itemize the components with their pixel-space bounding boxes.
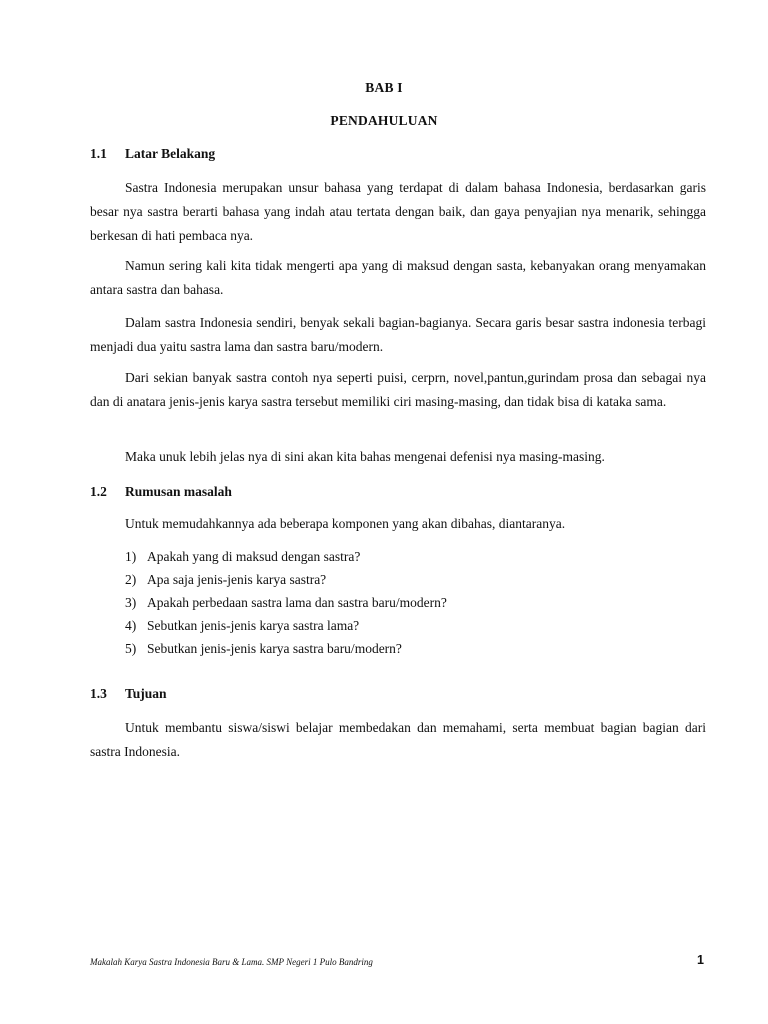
list-item	[125, 637, 447, 660]
section-title: Tujuan	[125, 686, 167, 701]
list-item	[125, 568, 447, 591]
list-item	[125, 545, 447, 568]
list-item-number: 2)	[125, 572, 137, 587]
list-item-number: 1)	[125, 549, 137, 564]
section-heading-rumusan-masalah	[90, 484, 232, 500]
paragraph: Sastra Indonesia merupakan unsur bahasa yang terdapat di dalam bahasa Indonesia, berdasarkan garis besar nya sastra berarti bahasa yang indah atau tertata dengan baik, dan gaya penyajian nya menarik, sehingga berkesan di hati pembaca nya.	[90, 180, 706, 243]
list-item-number: 5)	[125, 641, 137, 656]
footer-text: Makalah Karya Sastra Indonesia Baru & Lama. SMP Negeri 1 Pulo Bandring	[90, 957, 373, 967]
chapter-label: BAB I	[365, 80, 403, 95]
page-number: 1	[697, 953, 704, 967]
section-title: Latar Belakang	[125, 146, 216, 161]
section-number: 1.2	[90, 484, 107, 499]
problem-list	[125, 545, 447, 660]
section-heading-tujuan	[90, 686, 167, 702]
paragraph: Dari sekian banyak sastra contoh nya seperti puisi, cerprn, novel,pantun,gurindam prosa dan sebagai nya dan di anatara jenis-jenis karya sastra tersebut memiliki ciri masing-masing, dan tidak bisa di kataka sama.	[90, 370, 706, 409]
section-number: 1.3	[90, 686, 107, 701]
section-number: 1.1	[90, 146, 107, 161]
list-item-text: Sebutkan jenis-jenis karya sastra lama?	[147, 618, 360, 633]
chapter-title: PENDAHULUAN	[330, 113, 438, 128]
section-heading-latar-belakang	[90, 146, 215, 162]
list-item-number: 3)	[125, 595, 137, 610]
list-item-number: 4)	[125, 618, 137, 633]
section-title: Rumusan masalah	[125, 484, 232, 499]
paragraph: Maka unuk lebih jelas nya di sini akan kita bahas mengenai defenisi nya masing-masing.	[125, 449, 605, 464]
paragraph: Dalam sastra Indonesia sendiri, benyak sekali bagian-bagianya. Secara garis besar sastra indonesia terbagi menjadi dua yaitu sastra lama dan sastra baru/modern.	[90, 315, 706, 354]
paragraph: Namun sering kali kita tidak mengerti apa yang di maksud dengan sasta, kebanyakan orang menyamakan antara sastra dan bahasa.	[90, 258, 706, 297]
list-item-text: Apakah perbedaan sastra lama dan sastra baru/modern?	[147, 595, 447, 610]
list-item-text: Apa saja jenis-jenis karya sastra?	[147, 572, 327, 587]
rumusan-intro: Untuk memudahkannya ada beberapa komponen yang akan dibahas, diantaranya.	[125, 516, 566, 531]
list-item	[125, 591, 447, 614]
paragraph: Untuk membantu siswa/siswi belajar membedakan dan memahami, serta membuat bagian bagian dari sastra Indonesia.	[90, 720, 706, 759]
list-item-text: Apakah yang di maksud dengan sastra?	[147, 549, 361, 564]
list-item	[125, 614, 447, 637]
list-item-text: Sebutkan jenis-jenis karya sastra baru/modern?	[147, 641, 402, 656]
